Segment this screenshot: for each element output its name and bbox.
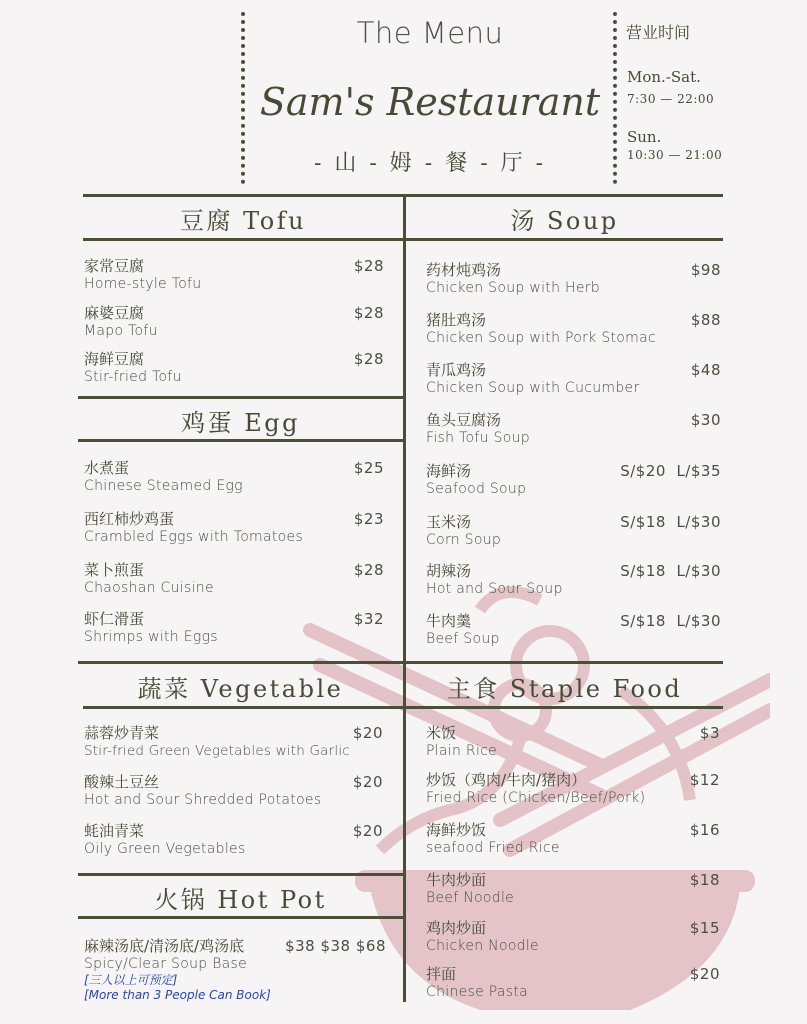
item-name-en: Spicy/Clear Soup Base xyxy=(84,956,248,972)
item-name-en: Fish Tofu Soup xyxy=(426,430,530,446)
item-name-cn: 青瓜鸡汤 xyxy=(426,361,487,379)
item-price: $30 xyxy=(690,411,721,429)
item-name-cn: 麻辣汤底/清汤底/鸡汤底 xyxy=(84,937,245,955)
item-name-cn: 海鲜炒饭 xyxy=(426,821,487,839)
item-name-cn: 蒜蓉炒青菜 xyxy=(84,724,160,742)
rule-egg-top xyxy=(78,396,405,399)
booking-note-en: [More than 3 People Can Book] xyxy=(84,988,271,1002)
rule-tofu-title xyxy=(83,238,405,241)
menu-item xyxy=(426,513,721,549)
section-title-egg: 鸡蛋 Egg xyxy=(181,409,300,437)
item-name-en: Mapo Tofu xyxy=(84,323,158,339)
item-price: $18 xyxy=(689,871,720,889)
sunday-hours: 10:30 — 21:00 xyxy=(627,148,723,162)
menu-item xyxy=(426,612,721,648)
item-name-cn: 牛肉炒面 xyxy=(426,871,487,889)
item-price: $98 xyxy=(690,261,721,279)
item-name-cn: 家常豆腐 xyxy=(84,257,145,275)
item-name-en: Chinese Pasta xyxy=(426,984,529,1000)
item-name-en: Shrimps with Eggs xyxy=(84,629,218,645)
section-title-soup: 汤 Soup xyxy=(510,207,619,235)
menu-item xyxy=(84,610,384,646)
item-name-en: Chaoshan Cuisine xyxy=(84,580,214,596)
item-name-en: Hot and Sour Soup xyxy=(426,581,563,597)
item-name-cn: 西红柿炒鸡蛋 xyxy=(84,510,175,528)
item-name-cn: 麻婆豆腐 xyxy=(84,304,145,322)
item-name-cn: 酸辣土豆丝 xyxy=(84,773,160,791)
menu-item xyxy=(84,304,384,340)
item-name-cn: 米饭 xyxy=(426,724,457,742)
item-price: $20 xyxy=(352,822,383,840)
item-name-cn: 猪肚鸡汤 xyxy=(426,311,487,329)
menu-item xyxy=(84,822,383,858)
item-price: S/$18 L/$30 xyxy=(620,513,721,531)
menu-item xyxy=(426,411,721,447)
rule-mid xyxy=(78,661,723,664)
weekday-hours: 7:30 — 22:00 xyxy=(627,92,715,106)
item-name-cn: 牛肉羹 xyxy=(426,612,472,630)
menu-item xyxy=(426,919,720,955)
item-name-en: Home-style Tofu xyxy=(84,276,202,292)
item-price: $15 xyxy=(689,919,720,937)
item-price: $16 xyxy=(689,821,720,839)
item-price: $25 xyxy=(353,459,384,477)
item-name-en: Fried Rice (Chicken/Beef/Pork) xyxy=(426,790,646,806)
item-name-en: Hot and Sour Shredded Potatoes xyxy=(84,792,322,808)
item-name-en: Oily Green Vegetables xyxy=(84,841,246,857)
menu-item xyxy=(426,965,720,1001)
menu-item xyxy=(84,773,383,809)
item-price: $20 xyxy=(352,773,383,791)
section-title-tofu: 豆腐 Tofu xyxy=(179,207,307,235)
menu-item xyxy=(84,724,383,760)
item-price: $23 xyxy=(353,510,384,528)
menu-item xyxy=(84,459,384,495)
menu-title: The Menu xyxy=(356,16,504,50)
menu-item xyxy=(426,462,721,498)
rule-veg-title xyxy=(83,706,405,709)
item-name-en: Stir-fried Tofu xyxy=(84,369,182,385)
menu-item xyxy=(426,724,720,760)
item-name-cn: 蚝油青菜 xyxy=(84,822,145,840)
item-name-en: Seafood Soup xyxy=(426,481,527,497)
item-name-cn: 药材炖鸡汤 xyxy=(426,261,502,279)
item-name-cn: 炒饭（鸡肉/牛肉/猪肉） xyxy=(426,771,587,789)
menu-item xyxy=(426,871,720,907)
item-name-cn: 鱼头豆腐汤 xyxy=(426,411,502,429)
menu-item xyxy=(426,562,721,598)
item-price: $32 xyxy=(353,610,384,628)
item-name-en: Chinese Steamed Egg xyxy=(84,478,243,494)
item-name-cn: 胡辣汤 xyxy=(426,562,472,580)
item-price: $20 xyxy=(352,724,383,742)
menu-item xyxy=(426,311,721,347)
menu-item xyxy=(84,937,386,1003)
item-name-en: Chicken Soup with Cucumber xyxy=(426,380,640,396)
item-name-en: Corn Soup xyxy=(426,532,502,548)
item-name-cn: 水煮蛋 xyxy=(84,459,130,477)
item-price: S/$18 L/$30 xyxy=(620,562,721,580)
menu-item xyxy=(426,261,721,297)
item-price: S/$18 L/$30 xyxy=(620,612,721,630)
booking-note-cn: [三人以上可预定] xyxy=(84,973,178,987)
menu-item xyxy=(84,350,384,386)
item-name-en: Chicken Soup with Herb xyxy=(426,280,600,296)
item-price: $28 xyxy=(353,304,384,322)
item-price: $28 xyxy=(353,350,384,368)
item-name-cn: 虾仁滑蛋 xyxy=(84,610,145,628)
section-title-hotpot: 火锅 Hot Pot xyxy=(154,886,327,914)
item-price: S/$20 L/$35 xyxy=(620,462,721,480)
item-name-cn: 海鲜汤 xyxy=(426,462,472,480)
header-divider-left xyxy=(241,12,245,184)
item-price: $28 xyxy=(353,561,384,579)
rule-staple-title xyxy=(405,706,723,709)
opening-hours-title: 营业时间 xyxy=(626,23,691,42)
rule-hotpot-title xyxy=(78,916,405,919)
menu-item xyxy=(426,361,721,397)
item-name-cn: 拌面 xyxy=(426,965,457,983)
item-name-en: seafood Fried Rice xyxy=(426,840,560,856)
item-name-en: Stir-fried Green Vegetables with Garlic xyxy=(84,743,350,759)
item-price: $88 xyxy=(690,311,721,329)
item-name-en: Chicken Noodle xyxy=(426,938,539,954)
weekday-label: Mon.-Sat. xyxy=(627,68,701,86)
rule-soup-title xyxy=(405,238,723,241)
item-name-en: Chicken Soup with Pork Stomac xyxy=(426,330,656,346)
item-price: $12 xyxy=(689,771,720,789)
item-name-cn: 鸡肉炒面 xyxy=(426,919,487,937)
item-name-en: Beef Soup xyxy=(426,631,500,647)
item-name-cn: 玉米汤 xyxy=(426,513,472,531)
item-name-cn: 海鲜豆腐 xyxy=(84,350,145,368)
header-divider-right xyxy=(613,12,617,184)
sunday-label: Sun. xyxy=(627,128,662,146)
rule-egg-title xyxy=(78,439,405,442)
restaurant-name: Sam's Restaurant xyxy=(259,80,601,124)
item-name-en: Plain Rice xyxy=(426,743,498,759)
item-price: $48 xyxy=(690,361,721,379)
item-price: $38 $38 $68 xyxy=(285,937,386,955)
item-price: $3 xyxy=(699,724,720,742)
menu-item xyxy=(84,561,384,597)
menu-item xyxy=(84,257,384,293)
item-price: $20 xyxy=(689,965,720,983)
restaurant-name-cn: - 山 - 姆 - 餐 - 厅 - xyxy=(313,151,547,176)
rule-center xyxy=(403,194,406,1002)
item-price: $28 xyxy=(353,257,384,275)
rule-hotpot-top xyxy=(78,873,405,876)
item-name-cn: 菜卜煎蛋 xyxy=(84,561,145,579)
item-name-en: Beef Noodle xyxy=(426,890,515,906)
section-title-staple: 主食 Staple Food xyxy=(446,675,683,703)
menu-item xyxy=(84,510,384,546)
item-name-en: Crambled Eggs with Tomatoes xyxy=(84,529,304,545)
menu-item xyxy=(426,821,720,857)
menu-item xyxy=(426,771,720,807)
section-title-vegetable: 蔬菜 Vegetable xyxy=(137,675,344,703)
